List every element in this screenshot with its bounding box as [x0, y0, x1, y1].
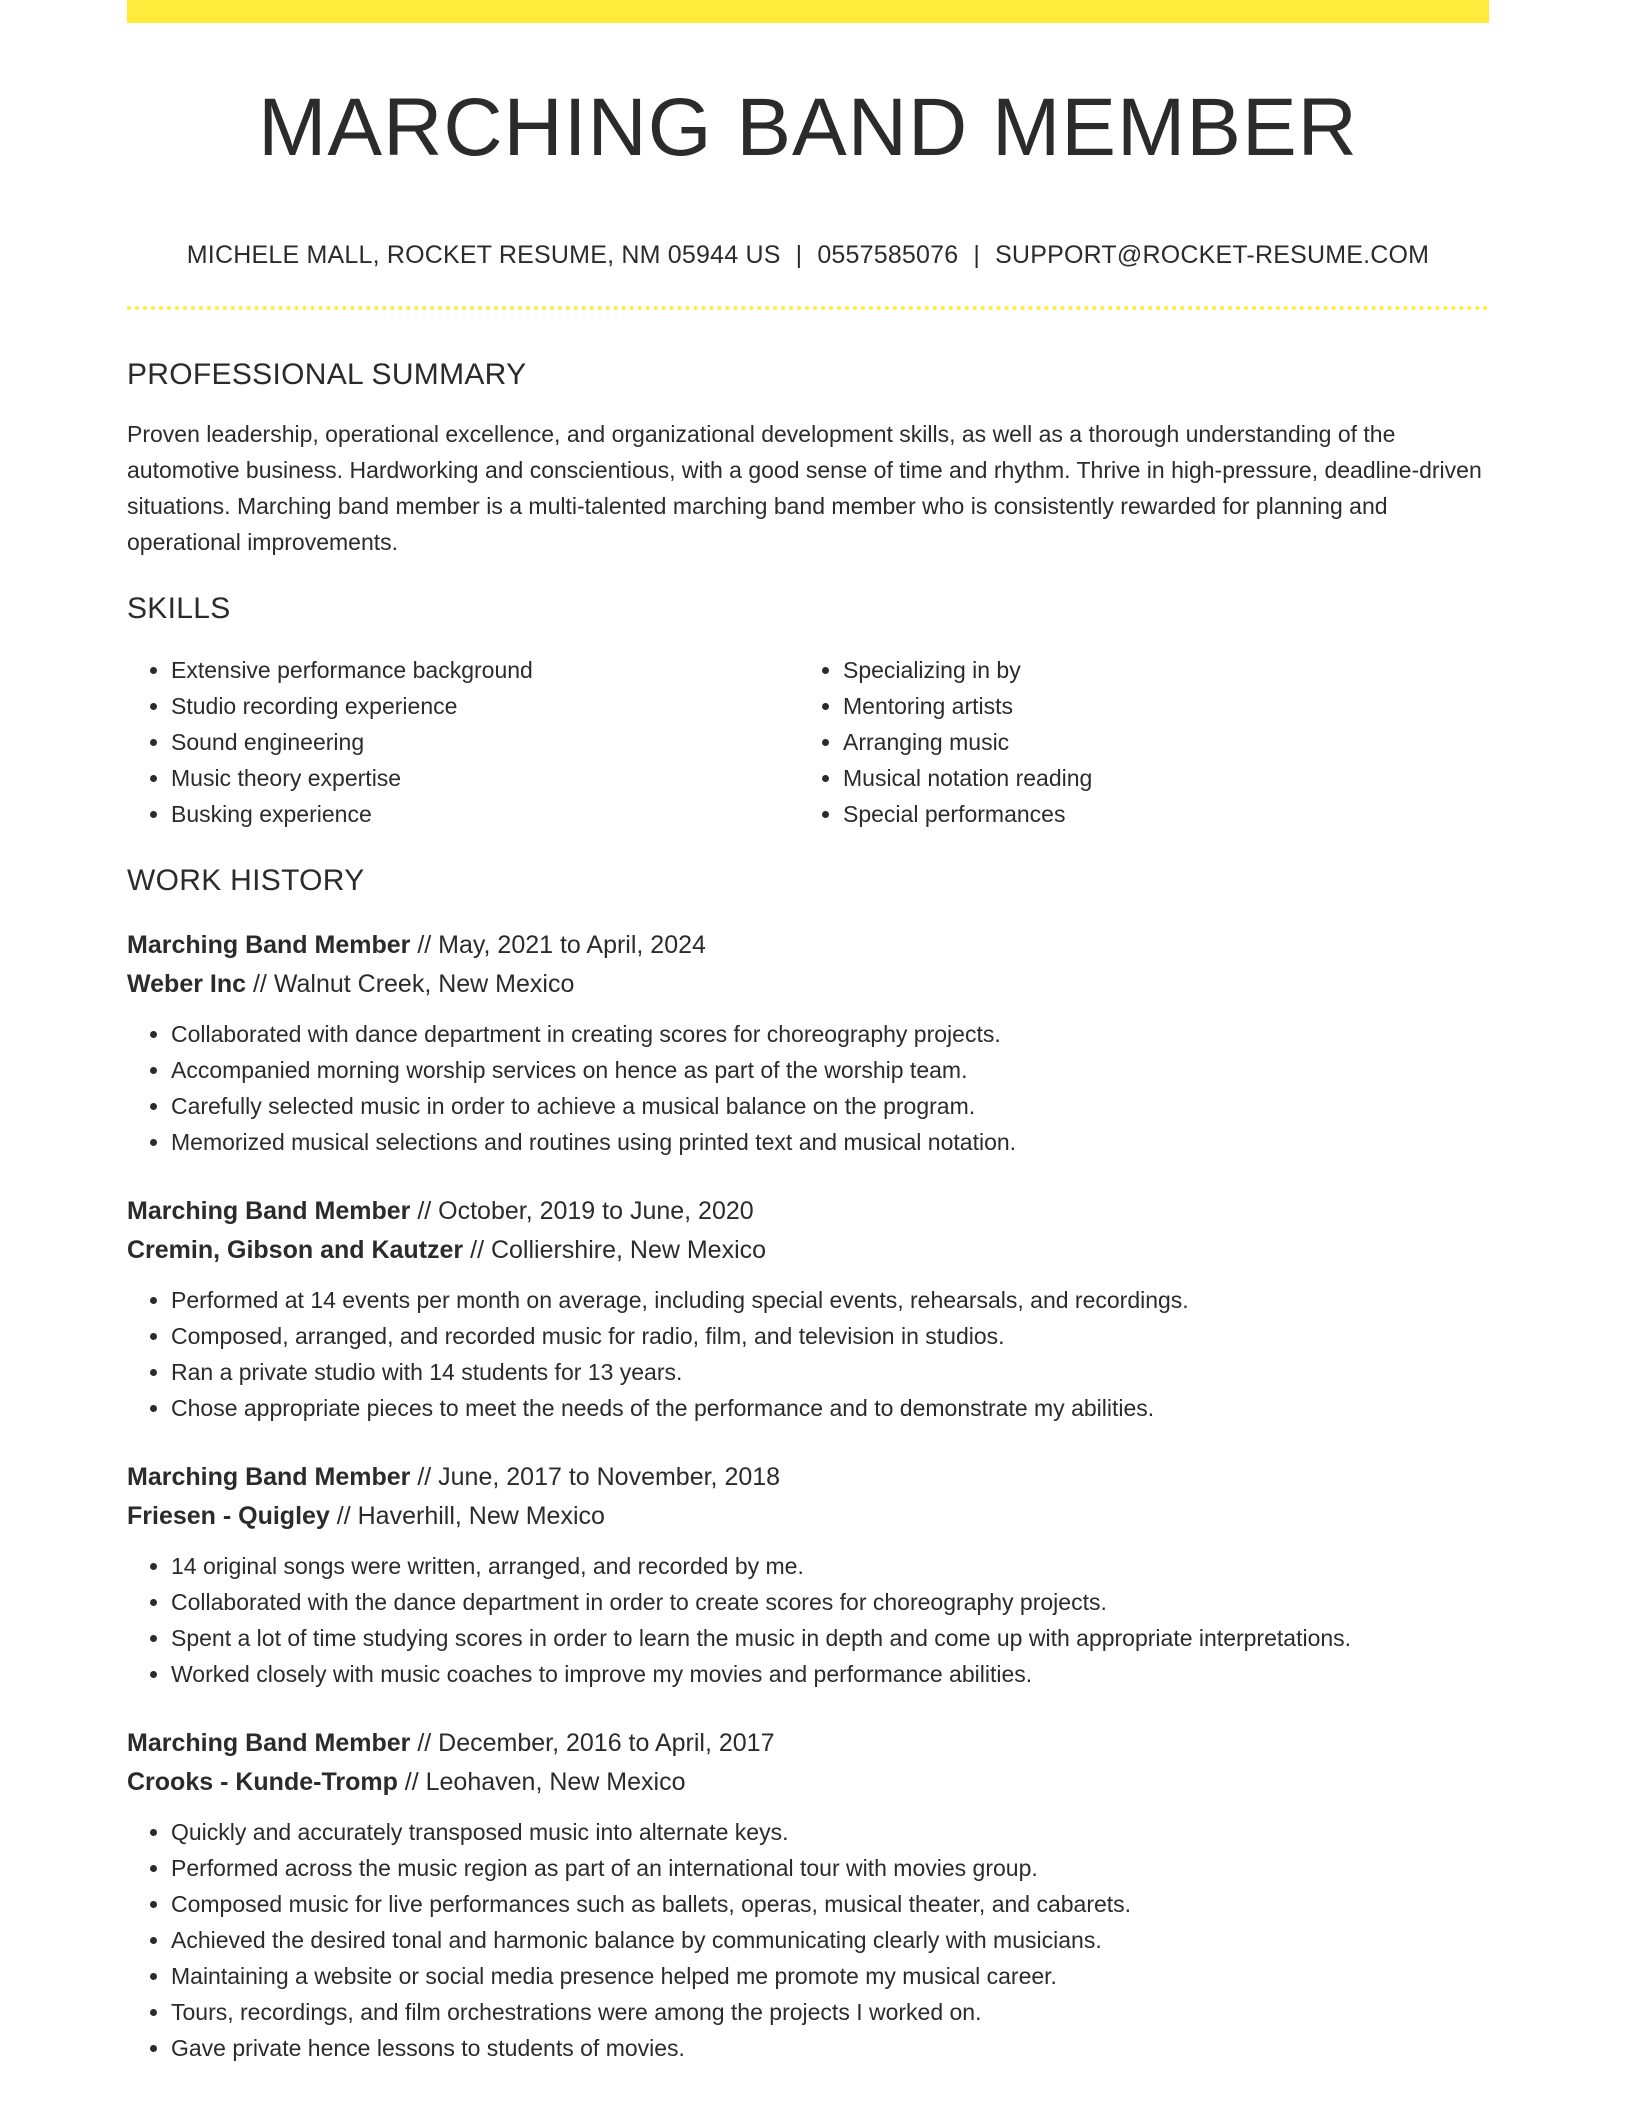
skill-item: • Sound engineering: [171, 724, 799, 760]
job-bullet: • Composed, arranged, and recorded music for radio, film, and television in studios.: [171, 1318, 1489, 1354]
job-bullet: • Gave private hence lessons to students of movies.: [171, 2030, 1489, 2066]
job-bullet: • Carefully selected music in order to achieve a musical balance on the program.: [171, 1088, 1489, 1124]
skill-item: • Specializing in by: [843, 652, 1471, 688]
job-dates: // October, 2019 to June, 2020: [410, 1197, 754, 1225]
job-company-line: [127, 1763, 1489, 1802]
job-bullet: • Memorized musical selections and routines using printed text and musical notation.: [171, 1124, 1489, 1160]
work-history-heading: WORK HISTORY: [127, 864, 365, 897]
dotted-divider: [127, 306, 1489, 310]
job-dates: // December, 2016 to April, 2017: [410, 1729, 775, 1757]
skill-item: • Musical notation reading: [843, 760, 1471, 796]
skills-columns: [127, 652, 1489, 832]
job-bullet: • Chose appropriate pieces to meet the needs of the performance and to demonstrate my abilities.: [171, 1390, 1489, 1426]
contact-separator: |: [795, 241, 803, 269]
job-bullets: [127, 1548, 1489, 1692]
job-location: // Leohaven, New Mexico: [397, 1768, 686, 1796]
job-company: Weber Inc: [127, 970, 247, 998]
job-company-line: [127, 1231, 1489, 1270]
job-location: // Walnut Creek, New Mexico: [246, 970, 575, 998]
job-bullet: • Spent a lot of time studying scores in order to learn the music in depth and come up with appropriate interpretations.: [171, 1620, 1489, 1656]
skill-item: • Special performances: [843, 796, 1471, 832]
job-dates: // May, 2021 to April, 2024: [410, 931, 706, 959]
job-bullets: [127, 1016, 1489, 1160]
job-bullet: • Tours, recordings, and film orchestrations were among the projects I worked on.: [171, 1994, 1489, 2030]
resume-page: [127, 0, 1489, 2066]
job-location: // Colliershire, New Mexico: [463, 1236, 767, 1264]
job-bullets: [127, 1814, 1489, 2066]
address: MICHELE MALL, ROCKET RESUME, NM 05944 US: [186, 241, 781, 269]
summary-text: Proven leadership, operational excellence, and organizational development skills, as well as a thorough understanding of the automotive business. Hardworking and conscientious, with a good sense of time and rhythm. Thrive in high-pressure, deadline-driven situations. Marching band member is a multi-talented marching band member who is consistently rewarded for planning and operational improvements.: [127, 421, 1482, 555]
job-company: Crooks - Kunde-Tromp: [127, 1768, 398, 1796]
job-dates: // June, 2017 to November, 2018: [410, 1463, 781, 1491]
skill-item: • Busking experience: [171, 796, 799, 832]
job-entry: [127, 1458, 1489, 1692]
skills-list-right: [799, 652, 1471, 832]
job-role: Marching Band Member: [127, 1197, 411, 1225]
job-company: Friesen - Quigley: [127, 1502, 330, 1530]
skills-list-left: [127, 652, 799, 832]
job-company-line: [127, 1497, 1489, 1536]
job-bullet: • Ran a private studio with 14 students for 13 years.: [171, 1354, 1489, 1390]
skill-item: • Music theory expertise: [171, 760, 799, 796]
job-title-line: [127, 1724, 1489, 1763]
skill-item: • Extensive performance background: [171, 652, 799, 688]
job-bullet: • Achieved the desired tonal and harmonic balance by communicating clearly with musicians.: [171, 1922, 1489, 1958]
job-location: // Haverhill, New Mexico: [329, 1502, 605, 1530]
contact-line: [127, 243, 1489, 268]
job-bullet: • Collaborated with the dance department in order to create scores for choreography projects.: [171, 1584, 1489, 1620]
skills-heading: SKILLS: [127, 592, 231, 625]
skill-item: • Mentoring artists: [843, 688, 1471, 724]
job-role: Marching Band Member: [127, 1463, 411, 1491]
job-bullet: • Collaborated with dance department in creating scores for choreography projects.: [171, 1016, 1489, 1052]
job-entry: [127, 926, 1489, 1160]
skill-item: • Studio recording experience: [171, 688, 799, 724]
job-bullets: [127, 1282, 1489, 1426]
accent-bar: [127, 0, 1489, 23]
email[interactable]: SUPPORT@ROCKET-RESUME.COM: [995, 241, 1430, 269]
job-role: Marching Band Member: [127, 1729, 411, 1757]
job-bullet: • 14 original songs were written, arranged, and recorded by me.: [171, 1548, 1489, 1584]
job-bullet: • Performed at 14 events per month on average, including special events, rehearsals, and recordings.: [171, 1282, 1489, 1318]
job-title-line: [127, 1458, 1489, 1497]
job-bullet: • Maintaining a website or social media presence helped me promote my musical career.: [171, 1958, 1489, 1994]
skill-item: • Arranging music: [843, 724, 1471, 760]
job-bullet: • Worked closely with music coaches to improve my movies and performance abilities.: [171, 1656, 1489, 1692]
job-entry: [127, 1192, 1489, 1426]
job-role: Marching Band Member: [127, 931, 411, 959]
job-company: Cremin, Gibson and Kautzer: [127, 1236, 464, 1264]
job-bullet: • Performed across the music region as part of an international tour with movies group.: [171, 1850, 1489, 1886]
job-entry: [127, 1724, 1489, 2066]
contact-separator: |: [973, 241, 981, 269]
job-bullet: • Accompanied morning worship services on hence as part of the worship team.: [171, 1052, 1489, 1088]
resume-title: MARCHING BAND MEMBER: [258, 82, 1358, 173]
job-title-line: [127, 926, 1489, 965]
summary-heading: PROFESSIONAL SUMMARY: [127, 358, 527, 391]
phone: 0557585076: [817, 241, 959, 269]
job-bullet: • Composed music for live performances such as ballets, operas, musical theater, and cabarets.: [171, 1886, 1489, 1922]
job-company-line: [127, 965, 1489, 1004]
job-title-line: [127, 1192, 1489, 1231]
job-bullet: • Quickly and accurately transposed music into alternate keys.: [171, 1814, 1489, 1850]
